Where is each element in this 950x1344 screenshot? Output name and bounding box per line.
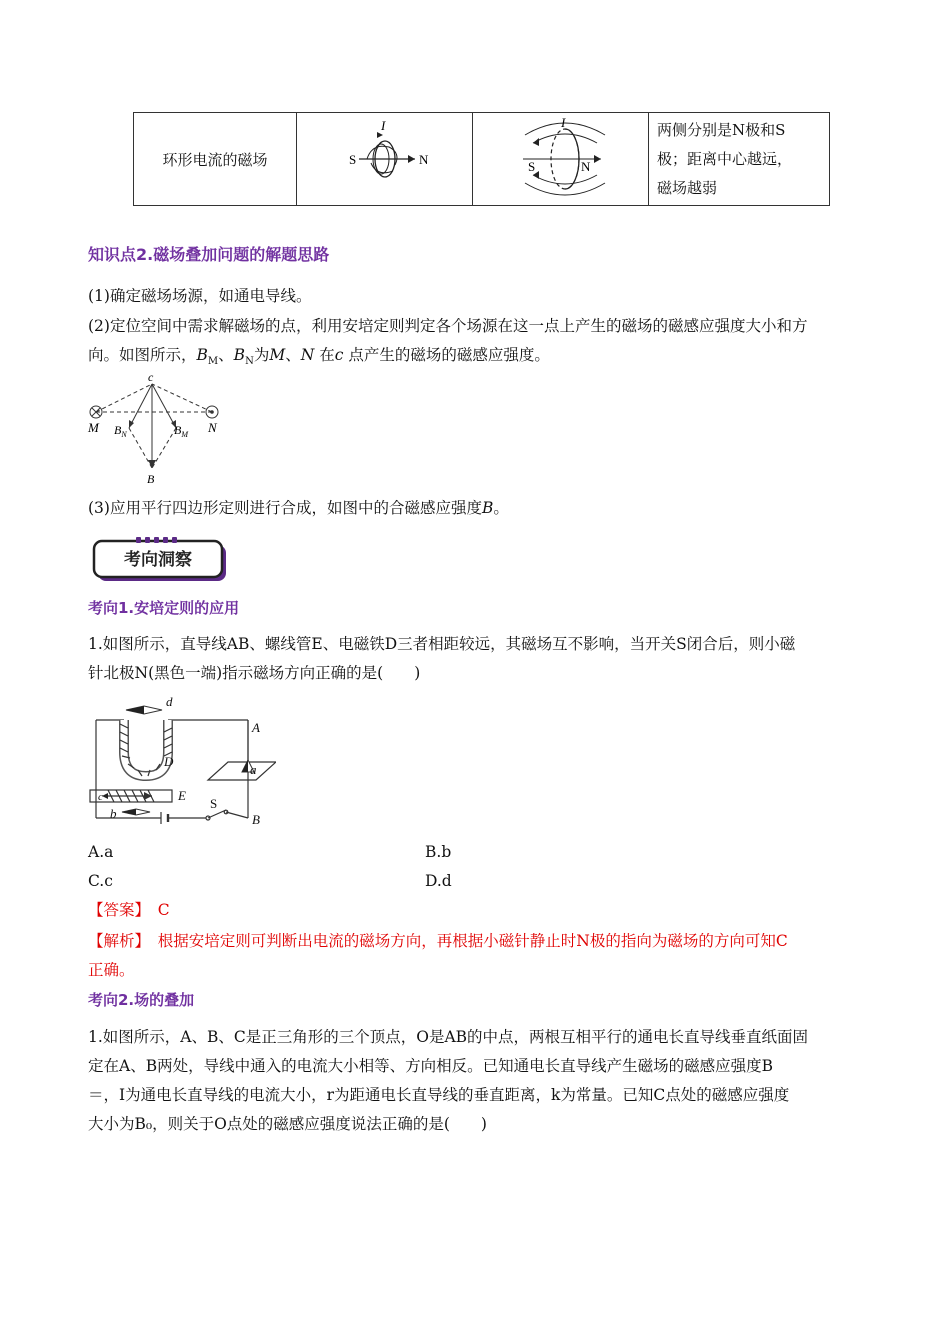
- label-B: B: [252, 812, 260, 827]
- table-row: [134, 113, 830, 206]
- label-D: D: [164, 754, 174, 769]
- question-2-line-2: 定在A、B两处，导线中通入的电流大小相等、方向相反。已知通电长直导线产生磁场的磁感应强度B: [88, 1057, 773, 1075]
- step-1: (1)确定磁场场源，如通电导线。: [88, 287, 312, 305]
- ring-current-fieldlines-cell: [473, 113, 649, 206]
- field-description-cell: [649, 113, 830, 206]
- step-2-line-2: 向。如图所示，$B_M$、$B_N$为M、N 在c 点产生的磁场的磁感应强度。: [88, 346, 550, 368]
- label-c: c: [148, 372, 154, 384]
- question-2-line-1: 1.如图所示，A、B、C是正三角形的三个顶点，O是AB的中点，两根互相平行的通电长直导线垂直纸面固: [88, 1028, 809, 1046]
- label-I: I: [381, 118, 386, 133]
- ring-current-figure-cell: [297, 113, 473, 206]
- label-S: S: [528, 159, 536, 174]
- label-I: I: [561, 115, 566, 130]
- label-BM: $B_M$: [174, 423, 189, 439]
- analysis-line-1: 【解析】 根据安培定则可判断出电流的磁场方向，再根据小磁针静止时N极的指向为磁场的方向可知C: [88, 932, 788, 950]
- desc-line: 极；距离中心越远，: [657, 149, 793, 168]
- section-banner: [92, 536, 230, 584]
- section-title: 知识点2.磁场叠加问题的解题思路: [88, 245, 330, 264]
- label-N: N: [581, 159, 591, 174]
- step-2-line-1: (2)定位空间中需求解磁场的点，利用安培定则判定各个场源在这一点上产生的磁场的磁感应强度大小和方: [88, 317, 808, 335]
- label-S: S: [210, 796, 218, 811]
- field-name-cell: 环形电流的磁场: [134, 113, 297, 206]
- option-c: C.c: [88, 872, 113, 890]
- direction-2-title: 考向2.场的叠加: [88, 991, 195, 1009]
- label-N: N: [419, 152, 429, 167]
- label-N: N: [208, 420, 217, 435]
- label-S: S: [349, 152, 357, 167]
- step-3: (3)应用平行四边形定则进行合成，如图中的合磁感应强度B。: [88, 499, 509, 517]
- question-2-line-4: 大小为B₀，则关于O点处的磁感应强度说法正确的是( ): [88, 1115, 487, 1133]
- analysis-line-2: 正确。: [88, 961, 135, 979]
- option-b: B.b: [425, 843, 452, 861]
- label-BN: $B_N$: [114, 423, 127, 439]
- label-A: A: [252, 720, 260, 735]
- desc-line: 磁场越弱: [657, 178, 718, 197]
- label-c: c: [98, 791, 103, 803]
- question-2-line-3: ＝，I为通电长直导线的电流大小，r为距通电长直导线的垂直距离，k为常量。已知C点处的磁感应强度: [88, 1086, 790, 1104]
- label-d: d: [166, 694, 173, 709]
- label-b: b: [110, 806, 117, 821]
- label-E: E: [178, 788, 186, 803]
- ring-current-3d-figure: [297, 113, 472, 201]
- question-1-line-2: 针北极N(黑色一端)指示磁场方向正确的是( ): [88, 664, 421, 682]
- question-1-line-1: 1.如图所示，直导线AB、螺线管E、电磁铁D三者相距较远，其磁场互不影响，当开关S闭合后，则小磁: [88, 635, 796, 653]
- vector-superposition-figure: [84, 372, 234, 490]
- label-B: B: [147, 472, 155, 486]
- direction-1-title: 考向1.安培定则的应用: [88, 599, 240, 617]
- option-d: D.d: [425, 872, 452, 890]
- answer-line: 【答案】 C: [88, 901, 170, 919]
- desc-line: 两侧分别是N极和S: [657, 120, 786, 139]
- magnetic-field-table: [133, 112, 830, 206]
- label-M: M: [88, 420, 99, 435]
- option-a: A.a: [88, 843, 114, 861]
- label-a: a: [250, 762, 257, 777]
- banner-text: 考向洞察: [124, 550, 192, 570]
- ring-current-fieldlines-figure: [473, 113, 648, 201]
- circuit-figure: [86, 690, 276, 830]
